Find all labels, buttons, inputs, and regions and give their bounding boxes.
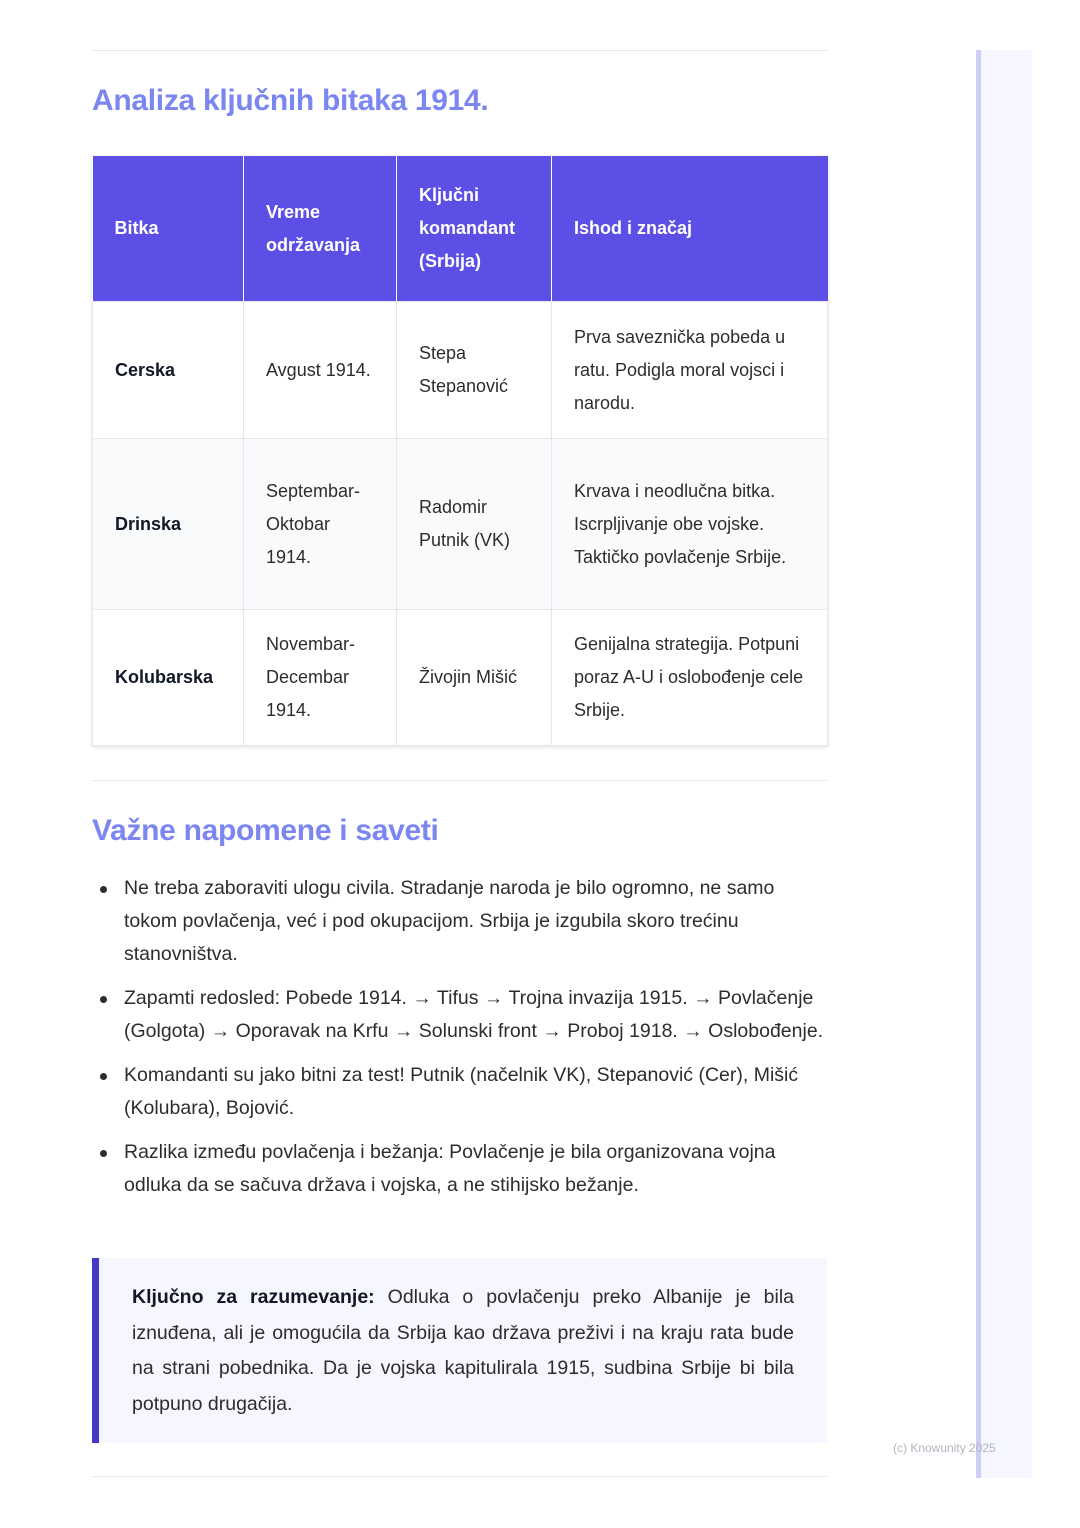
header-commander: Ključni komandant (Srbija) (397, 156, 552, 302)
table-header-row (93, 156, 828, 302)
battle-outcome: Krvava i neodlučna bitka. Iscrpljivanje obe vojske. Taktičko povlačenje Srbije. (552, 439, 828, 610)
battle-time: Septembar-Oktobar 1914. (244, 439, 397, 610)
callout-label: Ključno za razumevanje: (132, 1286, 375, 1308)
list-item: Razlika između povlačenja i bežanja: Povlačenje je bila organizovana vojna odluka da se sačuva država i vojska, a ne stihijsko bežanje. (92, 1136, 827, 1202)
header-time: Vreme održavanja (244, 156, 397, 302)
side-panel (976, 50, 1032, 1478)
battle-outcome: Prva saveznička pobeda u ratu. Podigla moral vojsci i narodu. (552, 302, 828, 439)
header-battle: Bitka (93, 156, 244, 302)
callout-text: Odluka o povlačenju preko Albanije je bila iznuđena, ali je omogućila da Srbija kao država preživi i na kraju rata bude na strani pobednika. Da je vojska kapitulirala 1915, sudbina Srbije bi bila potpuno drugačija. (132, 1286, 794, 1415)
battle-commander: Radomir Putnik (VK) (397, 439, 552, 610)
bottom-divider (92, 1476, 827, 1477)
battle-name: Kolubarska (93, 610, 244, 746)
battle-time: Avgust 1914. (244, 302, 397, 439)
battle-name: Cerska (93, 302, 244, 439)
section-divider (92, 780, 827, 781)
table-row (93, 610, 828, 746)
header-outcome: Ishod i značaj (552, 156, 828, 302)
list-item: Ne treba zaboraviti ulogu civila. Stradanje naroda je bilo ogromno, ne samo tokom povlačenja, već i pod okupacijom. Srbija je izgubila skoro trećinu stanovništva. (92, 872, 827, 971)
battle-name: Drinska (93, 439, 244, 610)
notes-section-title: Važne napomene i saveti (92, 814, 439, 847)
table-row (93, 302, 828, 439)
list-item: Zapamti redosled: Pobede 1914. → Tifus → Trojna invazija 1915. → Povlačenje (Golgota) → Oporavak na Krfu → Solunski front → Proboj 1918. → Oslobođenje. (92, 982, 827, 1048)
top-divider (92, 50, 827, 51)
table-row (93, 439, 828, 610)
watermark: (c) Knowunity 2025 (893, 1441, 996, 1455)
battle-time: Novembar-Decembar 1914. (244, 610, 397, 746)
battle-commander: Stepa Stepanović (397, 302, 552, 439)
battle-commander: Živojin Mišić (397, 610, 552, 746)
battle-outcome: Genijalna strategija. Potpuni poraz A-U i oslobođenje cele Srbije. (552, 610, 828, 746)
battles-section-title: Analiza ključnih bitaka 1914. (92, 84, 489, 117)
battles-table (92, 156, 828, 746)
notes-list (92, 872, 827, 1213)
list-item: Komandanti su jako bitni za test! Putnik (načelnik VK), Stepanović (Cer), Mišić (Kolubara), Bojović. (92, 1059, 827, 1125)
key-insight-callout (92, 1258, 827, 1443)
